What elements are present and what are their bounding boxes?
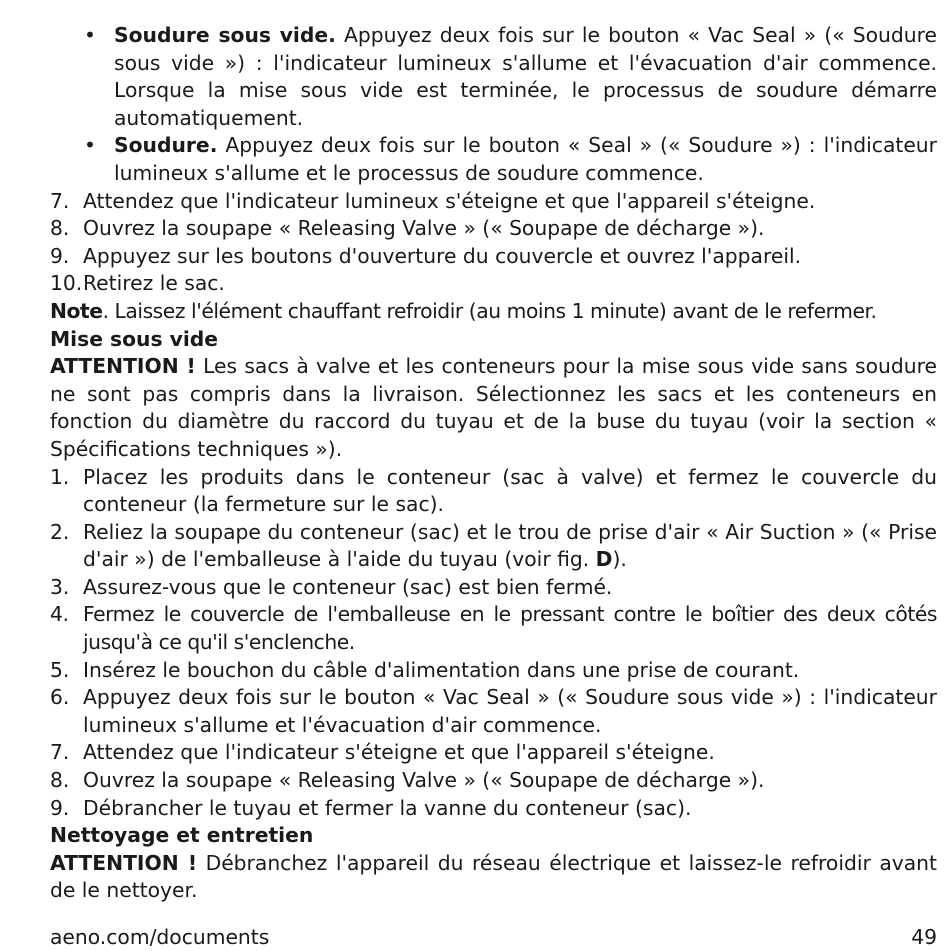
bullet-text: Appuyez deux fois sur le bouton « Seal » (« Soudure ») : l'indicateur lumineux s'allume et le processus de soudure commence.: [114, 133, 937, 185]
list-item: [50, 270, 937, 298]
step-number: 10.: [50, 271, 83, 296]
list-item: [50, 215, 937, 243]
step-text: Appuyez deux fois sur le bouton « Vac Seal » (« Soudure sous vide ») : l'indicateur lumineux s'allume et l'évacuation d'air commence.: [83, 685, 937, 737]
page-number: 49: [911, 925, 937, 949]
bullet-text: Appuyez deux fois sur le bouton « Vac Seal » (« Soudure sous vide ») : l'indicateur lumineux s'allume et l'évacuation d'air commence. Lorsque la mise sous vide est terminée, le processus de soudure démarre automatiquement.: [114, 23, 937, 130]
list-item: [50, 243, 937, 271]
step-text: Appuyez sur les boutons d'ouverture du couvercle et ouvrez l'appareil.: [83, 243, 802, 268]
list-item: [50, 574, 937, 602]
step-text: Ouvrez la soupape « Releasing Valve » (« Soupape de décharge »).: [83, 768, 765, 793]
step-text: Attendez que l'indicateur s'éteigne et que l'appareil s'éteigne.: [83, 740, 715, 765]
step-text: Fermez le couvercle de l'emballeuse en le pressant contre le boîtier des deux côtés jusqu'à ce qu'il s'enclenche.: [83, 602, 937, 655]
attention-text: Débranchez l'appareil du réseau électrique et laissez-le refroidir avant de le nettoyer.: [50, 850, 937, 903]
step-text: Ouvrez la soupape « Releasing Valve » (« Soupape de décharge »).: [83, 216, 765, 241]
step-text-end: ).: [612, 547, 627, 572]
step-text: Débrancher le tuyau et fermer la vanne du conteneur (sac).: [83, 795, 692, 820]
attention-paragraph-vacuum: [50, 353, 937, 463]
step-number: 1.: [50, 464, 70, 489]
step-number: 6.: [50, 685, 70, 710]
list-item: [50, 739, 937, 767]
step-number: 3.: [50, 574, 70, 599]
step-number: 9.: [50, 795, 70, 820]
footer-url: aeno.com/documents: [50, 925, 270, 949]
bullet-vac-seal: [114, 22, 937, 132]
note-label: Note: [50, 298, 103, 323]
list-item: [50, 464, 937, 519]
step-text: Reliez la soupape du conteneur (sac) et le trou de prise d'air « Air Suction » (« Prise d'air ») de l'emballeuse à l'aide du tuyau (voir fig.: [83, 519, 937, 572]
note-paragraph: [50, 298, 937, 326]
list-item: [50, 657, 937, 685]
list-item: [50, 519, 937, 574]
step-text: Retirez le sac.: [83, 271, 225, 296]
document-page: [50, 22, 937, 905]
attention-label: ATTENTION !: [50, 354, 196, 379]
step-text: Insérez le bouchon du câble d'alimentation dans une prise de courant.: [83, 657, 800, 682]
step-number: 8.: [50, 768, 70, 793]
attention-label: ATTENTION !: [50, 850, 198, 875]
step-text: Placez les produits dans le conteneur (sac à valve) et fermez le couvercle du conteneur (la fermeture sur le sac).: [83, 464, 937, 517]
step-text: Attendez que l'indicateur lumineux s'éteigne et que l'appareil s'éteigne.: [83, 188, 816, 213]
mode-bullet-list: [50, 22, 937, 188]
step-number: 8.: [50, 216, 70, 241]
step-number: 9.: [50, 243, 70, 268]
sealing-steps-list: [50, 188, 937, 298]
vacuum-steps-list: [50, 464, 937, 823]
step-number: 4.: [50, 602, 69, 627]
step-number: 7.: [50, 740, 70, 765]
step-number: 2.: [50, 519, 70, 544]
list-item: [50, 795, 937, 823]
list-item: [50, 188, 937, 216]
section-heading-cleaning: Nettoyage et entretien: [50, 823, 314, 848]
attention-paragraph-cleaning: [50, 850, 937, 905]
list-item: [50, 767, 937, 795]
figure-ref: D: [595, 547, 613, 572]
bullet-title: Soudure sous vide.: [114, 23, 336, 47]
section-heading-vacuum: Mise sous vide: [50, 326, 219, 351]
step-number: 5.: [50, 657, 70, 682]
list-item: [50, 684, 937, 739]
step-text: Assurez-vous que le conteneur (sac) est bien fermé.: [83, 574, 613, 599]
bullet-title: Soudure.: [114, 133, 218, 158]
attention-text: Les sacs à valve et les conteneurs pour la mise sous vide sans soudure ne sont pas compris dans la livraison. Sélectionnez les sacs et les conteneurs en fonction du diamètre du raccord du tuyau et de la buse du tuyau (voir la section « Spécifications techniques »).: [50, 354, 937, 461]
list-item: [50, 601, 937, 656]
step-number: 7.: [50, 188, 70, 213]
bullet-seal: [114, 132, 937, 187]
note-text: . Laissez l'élément chauffant refroidir (au moins 1 minute) avant de le refermer.: [102, 298, 877, 323]
